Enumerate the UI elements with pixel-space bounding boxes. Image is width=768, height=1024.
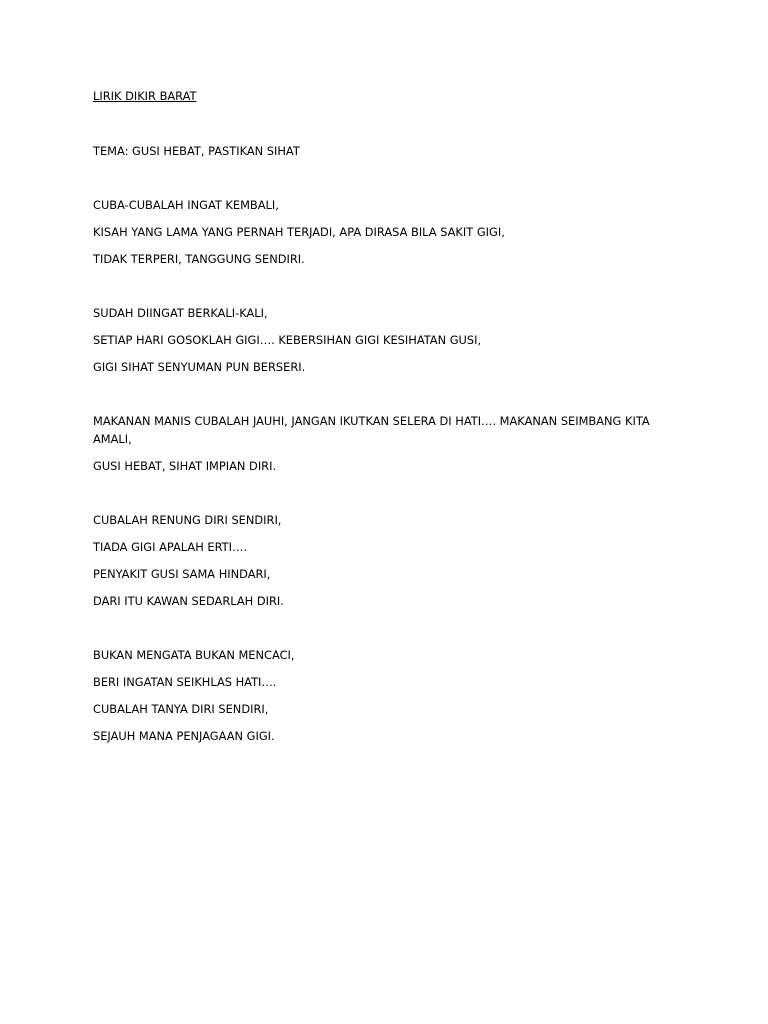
document-body [93,87,683,745]
stanza-3 [93,412,683,475]
lyric-line: SETIAP HARI GOSOKLAH GIGI…. KEBERSIHAN GIGI KESIHATAN GUSI, [93,333,482,347]
lyric-line: BERI INGATAN SEIKHLAS HATI…. [93,675,277,689]
stanza-1 [93,196,683,268]
lyric-line: TIDAK TERPERI, TANGGUNG SENDIRI. [93,252,305,266]
stanza-5 [93,646,683,745]
lyric-line: GIGI SIHAT SENYUMAN PUN BERSERI. [93,360,306,374]
lyric-line: GUSI HEBAT, SIHAT IMPIAN DIRI. [93,459,277,473]
stanza-4 [93,511,683,610]
document-title: LIRIK DIKIR BARAT [93,89,197,103]
lyric-line: DARI ITU KAWAN SEDARLAH DIRI. [93,594,284,608]
lyric-line: CUBA-CUBALAH INGAT KEMBALI, [93,198,279,212]
lyric-line: CUBALAH TANYA DIRI SENDIRI, [93,702,269,716]
lyric-line: SUDAH DIINGAT BERKALI-KALI, [93,306,268,320]
lyric-line: BUKAN MENGATA BUKAN MENCACI, [93,648,295,662]
lyric-line: CUBALAH RENUNG DIRI SENDIRI, [93,513,282,527]
document-theme: TEMA: GUSI HEBAT, PASTIKAN SIHAT [93,144,300,158]
lyric-line: SEJAUH MANA PENJAGAAN GIGI. [93,729,275,743]
lyric-line: TIADA GIGI APALAH ERTI…. [93,540,248,554]
lyric-line: MAKANAN MANIS CUBALAH JAUHI, JANGAN IKUTKAN SELERA DI HATI…. MAKANAN SEIMBANG KITA AMALI, [93,414,650,446]
lyric-line: PENYAKIT GUSI SAMA HINDARI, [93,567,271,581]
lyric-line: KISAH YANG LAMA YANG PERNAH TERJADI, APA DIRASA BILA SAKIT GIGI, [93,225,505,239]
stanza-2 [93,304,683,376]
